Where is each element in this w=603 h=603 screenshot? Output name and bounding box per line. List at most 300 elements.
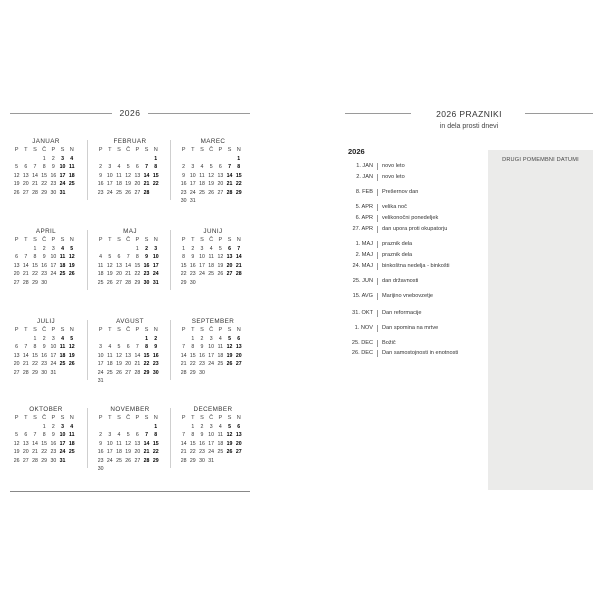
day-cell: 3 xyxy=(99,344,103,350)
day-cell: 15 xyxy=(32,352,38,359)
holiday-divider xyxy=(377,204,378,211)
day-cell: 13 xyxy=(217,172,224,179)
holiday-name: Dan samostojnosti in enotnosti xyxy=(382,350,459,356)
day-cell: 3 xyxy=(108,164,112,170)
weekday-header: S xyxy=(227,327,232,333)
day-cell: 26 xyxy=(125,189,132,196)
month-februar xyxy=(94,138,166,197)
holiday-row xyxy=(343,291,433,301)
day-cell: 17 xyxy=(50,352,57,359)
day-cell: 10 xyxy=(50,344,57,350)
weekday-header: P xyxy=(51,327,56,333)
day-cell: 28 xyxy=(143,189,150,196)
day-cell: 6 xyxy=(135,164,139,170)
day-cell: 27 xyxy=(22,457,29,464)
weekday-header: S xyxy=(33,147,37,153)
empty-cell xyxy=(133,423,142,432)
weekday-header: Č xyxy=(126,327,131,333)
day-cell: 2 xyxy=(200,335,204,342)
day-cell: 27 xyxy=(125,369,132,376)
day-cell: 3 xyxy=(51,335,55,342)
weekday-header: Č xyxy=(42,327,47,333)
day-cell: 31 xyxy=(189,198,196,204)
day-cell: 30 xyxy=(199,457,205,464)
day-cell: 2 xyxy=(191,245,195,252)
day-cell: 23 xyxy=(41,271,48,277)
day-cell: 21 xyxy=(226,181,233,187)
holiday-row xyxy=(343,172,405,182)
day-cell: 19 xyxy=(208,181,215,187)
day-cell: 8 xyxy=(191,432,195,438)
empty-cell xyxy=(207,155,216,164)
day-cell: 18 xyxy=(116,181,122,187)
day-cell: 4 xyxy=(61,335,64,342)
day-cell: 24 xyxy=(189,189,196,196)
day-cell: 16 xyxy=(180,181,187,187)
day-cell: 18 xyxy=(217,440,224,447)
weekday-header: S xyxy=(200,147,204,153)
day-cell: 26 xyxy=(226,449,233,455)
day-cell: 30 xyxy=(97,466,104,472)
holiday-date: 8. FEB xyxy=(355,189,373,195)
day-cell: 10 xyxy=(189,172,196,179)
day-cell: 17 xyxy=(59,172,66,179)
day-cell: 8 xyxy=(135,254,139,260)
day-cell: 24 xyxy=(59,449,66,455)
day-cell: 5 xyxy=(126,432,130,438)
weekday-header: P xyxy=(181,415,186,421)
month-name: AVGUST xyxy=(116,318,144,325)
empty-cell xyxy=(124,155,133,164)
day-cell: 19 xyxy=(106,271,113,277)
month-separator xyxy=(87,140,88,200)
weekday-header: S xyxy=(60,327,65,333)
day-cell: 1 xyxy=(135,245,139,252)
day-cell: 10 xyxy=(97,352,104,359)
day-cell: 4 xyxy=(218,423,222,430)
day-cell: 2 xyxy=(51,423,55,430)
holidays-title: 2026 PRAZNIKI xyxy=(430,109,508,119)
day-cell: 23 xyxy=(199,361,205,367)
weekday-header: S xyxy=(200,237,204,243)
day-cell: 1 xyxy=(145,335,148,342)
day-cell: 22 xyxy=(235,181,242,187)
empty-cell xyxy=(179,423,188,432)
weekday-header: T xyxy=(191,415,195,421)
weekday-header: N xyxy=(236,147,241,153)
month-avgust xyxy=(94,318,166,386)
empty-cell xyxy=(133,335,142,344)
holidays-subtitle: in dela prosti dnevi xyxy=(439,123,499,130)
day-cell: 29 xyxy=(41,189,48,196)
day-cell: 14 xyxy=(235,254,242,260)
day-cell: 15 xyxy=(143,352,150,359)
day-cell: 1 xyxy=(182,245,186,252)
weekday-header: Č xyxy=(42,415,47,421)
day-cell: 21 xyxy=(134,361,141,367)
day-cell: 22 xyxy=(152,449,159,455)
day-cell: 27 xyxy=(235,361,242,367)
day-cell: 8 xyxy=(154,432,158,438)
holiday-name: dan upora proti okupatorju xyxy=(382,226,448,232)
day-cell: 31 xyxy=(208,457,215,464)
day-cell: 5 xyxy=(70,245,74,252)
day-cell: 13 xyxy=(235,432,242,438)
day-cell: 1 xyxy=(33,335,37,342)
day-cell: 12 xyxy=(68,254,75,260)
holiday-date: 1. MAJ xyxy=(355,241,373,247)
day-grid xyxy=(179,326,249,377)
month-april xyxy=(10,228,82,287)
day-cell: 30 xyxy=(41,369,48,376)
day-cell: 3 xyxy=(61,155,64,162)
day-cell: 3 xyxy=(61,423,64,430)
day-cell: 6 xyxy=(24,164,28,170)
weekday-header: S xyxy=(200,415,204,421)
weekday-header: P xyxy=(135,327,140,333)
day-cell: 25 xyxy=(68,449,75,455)
day-grid xyxy=(12,414,82,465)
day-cell: 15 xyxy=(134,262,141,269)
day-cell: 25 xyxy=(68,181,75,187)
day-cell: 25 xyxy=(116,189,122,196)
day-cell: 26 xyxy=(125,457,132,464)
day-cell: 4 xyxy=(117,164,121,170)
day-cell: 2 xyxy=(182,164,186,170)
day-cell: 27 xyxy=(116,279,122,286)
day-cell: 8 xyxy=(154,164,158,170)
day-cell: 7 xyxy=(24,254,28,260)
day-cell: 30 xyxy=(199,369,205,376)
day-cell: 31 xyxy=(59,457,66,464)
day-cell: 8 xyxy=(33,344,37,350)
day-cell: 13 xyxy=(226,254,233,260)
month-name: OKTOBER xyxy=(29,406,63,413)
empty-cell xyxy=(216,155,225,164)
day-cell: 9 xyxy=(51,164,55,170)
month-januar xyxy=(10,138,82,197)
day-cell: 5 xyxy=(218,245,222,252)
day-cell: 21 xyxy=(22,361,29,367)
day-cell: 2 xyxy=(42,335,46,342)
day-cell: 7 xyxy=(182,432,186,438)
holiday-date: 2. MAJ xyxy=(355,252,373,258)
day-cell: 13 xyxy=(235,344,242,350)
day-cell: 30 xyxy=(143,279,150,286)
day-cell: 30 xyxy=(50,457,57,464)
day-cell: 23 xyxy=(143,271,150,277)
weekday-header: S xyxy=(144,415,149,421)
day-cell: 23 xyxy=(97,457,104,464)
day-cell: 17 xyxy=(199,262,205,269)
day-cell: 20 xyxy=(134,181,141,187)
month-name: JULIJ xyxy=(36,318,56,325)
empty-cell xyxy=(114,423,123,432)
day-cell: 3 xyxy=(108,432,112,438)
day-cell: 15 xyxy=(152,440,159,447)
day-cell: 4 xyxy=(99,254,103,260)
day-cell: 8 xyxy=(42,164,46,170)
day-cell: 3 xyxy=(209,335,213,342)
day-cell: 24 xyxy=(106,457,113,464)
weekday-header: S xyxy=(117,237,121,243)
weekday-header: S xyxy=(33,415,37,421)
empty-cell xyxy=(105,155,114,164)
day-cell: 14 xyxy=(125,262,132,269)
holiday-divider xyxy=(377,174,378,181)
month-separator xyxy=(87,230,88,290)
day-grid xyxy=(96,236,166,287)
holiday-divider xyxy=(377,340,378,347)
month-september xyxy=(177,318,249,377)
day-cell: 10 xyxy=(106,440,113,447)
weekday-header: T xyxy=(191,147,195,153)
holiday-name: novo leto xyxy=(382,163,405,169)
day-cell: 15 xyxy=(189,352,196,359)
day-cell: 26 xyxy=(106,279,113,286)
calendar-year-label: 2026 xyxy=(112,108,149,118)
day-cell: 9 xyxy=(51,432,55,438)
day-grid xyxy=(12,146,82,197)
holiday-date: 25. DEC xyxy=(351,340,373,346)
day-cell: 22 xyxy=(143,361,150,367)
day-cell: 28 xyxy=(125,279,132,286)
holiday-date: 2. JAN xyxy=(356,174,373,180)
weekday-header: N xyxy=(69,415,74,421)
empty-cell xyxy=(114,245,123,254)
day-cell: 29 xyxy=(180,279,187,286)
day-cell: 27 xyxy=(13,369,20,376)
empty-cell xyxy=(21,335,30,344)
holiday-row xyxy=(343,338,396,348)
holiday-date: 25. JUN xyxy=(352,278,373,284)
weekday-header: P xyxy=(98,415,103,421)
day-cell: 22 xyxy=(189,449,196,455)
empty-cell xyxy=(21,245,30,254)
holidays-year: 2026 xyxy=(348,147,365,156)
day-cell: 26 xyxy=(68,271,75,277)
month-oktober xyxy=(10,406,82,465)
day-cell: 20 xyxy=(134,449,141,455)
holiday-name: velika noč xyxy=(382,204,407,210)
day-cell: 16 xyxy=(50,172,57,179)
weekday-header: P xyxy=(218,327,223,333)
weekday-header: T xyxy=(191,237,195,243)
empty-cell xyxy=(105,335,114,344)
day-cell: 6 xyxy=(135,432,139,438)
holiday-date: 15. AVG xyxy=(352,293,373,299)
day-cell: 16 xyxy=(97,181,104,187)
month-separator xyxy=(87,408,88,468)
empty-cell xyxy=(114,335,123,344)
day-cell: 29 xyxy=(143,369,150,376)
holiday-name: dan državnosti xyxy=(382,278,419,284)
day-cell: 13 xyxy=(22,172,29,179)
weekday-header: P xyxy=(14,327,19,333)
day-cell: 18 xyxy=(199,181,205,187)
month-separator xyxy=(170,140,171,200)
day-cell: 25 xyxy=(106,369,113,376)
weekday-header: Č xyxy=(42,147,47,153)
day-cell: 18 xyxy=(217,352,224,359)
weekday-header: S xyxy=(144,237,149,243)
holiday-date: 24. MAJ xyxy=(352,263,373,269)
weekday-header: S xyxy=(227,147,232,153)
day-cell: 19 xyxy=(125,449,132,455)
day-cell: 30 xyxy=(180,198,187,204)
day-cell: 11 xyxy=(68,432,75,438)
day-cell: 28 xyxy=(180,369,187,376)
day-cell: 22 xyxy=(32,271,38,277)
day-cell: 15 xyxy=(152,172,159,179)
weekday-header: N xyxy=(69,327,74,333)
weekday-header: Č xyxy=(209,147,214,153)
day-cell: 11 xyxy=(59,344,66,350)
day-cell: 30 xyxy=(41,279,48,286)
day-cell: 15 xyxy=(41,172,48,179)
weekday-header: P xyxy=(218,147,223,153)
day-cell: 22 xyxy=(134,271,141,277)
holiday-name: Dan spomina na mrtve xyxy=(382,325,439,331)
day-cell: 17 xyxy=(59,440,66,447)
holiday-name: Marijino vnebovzetje xyxy=(382,293,433,299)
day-cell: 27 xyxy=(134,189,141,196)
day-cell: 12 xyxy=(226,344,233,350)
day-cell: 20 xyxy=(22,449,29,455)
empty-cell xyxy=(124,245,133,254)
day-cell: 20 xyxy=(125,361,132,367)
day-cell: 9 xyxy=(42,254,46,260)
day-cell: 11 xyxy=(116,440,122,447)
day-cell: 20 xyxy=(226,262,233,269)
day-cell: 21 xyxy=(32,449,38,455)
day-cell: 15 xyxy=(235,172,242,179)
holiday-name: praznik dela xyxy=(382,252,413,258)
day-cell: 31 xyxy=(97,378,104,384)
holiday-row xyxy=(343,308,421,318)
day-cell: 22 xyxy=(32,361,38,367)
day-cell: 1 xyxy=(154,155,158,162)
day-cell: 29 xyxy=(152,457,159,464)
day-cell: 5 xyxy=(108,254,112,260)
day-cell: 14 xyxy=(32,172,38,179)
empty-cell xyxy=(124,423,133,432)
weekday-header: P xyxy=(98,237,103,243)
day-cell: 14 xyxy=(32,440,38,447)
weekday-header: N xyxy=(236,237,241,243)
day-cell: 15 xyxy=(32,262,38,269)
day-cell: 19 xyxy=(226,352,233,359)
day-cell: 13 xyxy=(13,352,20,359)
weekday-header: S xyxy=(117,147,121,153)
empty-cell xyxy=(12,155,21,164)
day-cell: 22 xyxy=(41,181,48,187)
left-bottom-rule xyxy=(10,491,250,492)
day-cell: 27 xyxy=(235,449,242,455)
weekday-header: S xyxy=(117,327,121,333)
day-grid xyxy=(12,326,82,377)
holiday-row xyxy=(343,202,407,212)
empty-cell xyxy=(96,335,105,344)
empty-cell xyxy=(105,423,114,432)
weekday-header: S xyxy=(227,415,232,421)
holiday-date: 31. OKT xyxy=(352,310,373,316)
day-cell: 15 xyxy=(180,262,187,269)
weekday-header: P xyxy=(218,415,223,421)
day-cell: 19 xyxy=(116,361,122,367)
holiday-divider xyxy=(377,215,378,222)
other-dates-box xyxy=(488,150,593,490)
day-cell: 9 xyxy=(191,254,195,260)
day-cell: 4 xyxy=(218,335,222,342)
day-cell: 17 xyxy=(189,181,196,187)
holiday-divider xyxy=(377,189,378,196)
day-cell: 27 xyxy=(13,279,20,286)
weekday-header: P xyxy=(181,237,186,243)
day-cell: 8 xyxy=(191,344,195,350)
day-cell: 10 xyxy=(106,172,113,179)
day-cell: 5 xyxy=(117,344,121,350)
month-separator xyxy=(170,230,171,290)
day-cell: 29 xyxy=(32,279,38,286)
day-cell: 20 xyxy=(116,271,122,277)
weekday-header: T xyxy=(24,237,28,243)
holiday-row xyxy=(343,261,449,271)
day-cell: 11 xyxy=(199,172,205,179)
day-cell: 7 xyxy=(126,254,130,260)
weekday-header: N xyxy=(236,327,241,333)
day-cell: 8 xyxy=(42,432,46,438)
day-cell: 11 xyxy=(217,432,224,438)
day-cell: 19 xyxy=(226,440,233,447)
day-cell: 21 xyxy=(143,449,150,455)
holidays-title-block xyxy=(345,104,593,130)
empty-cell xyxy=(142,423,151,432)
day-cell: 10 xyxy=(208,432,215,438)
empty-cell xyxy=(188,155,197,164)
month-name: APRIL xyxy=(35,228,57,235)
day-grid xyxy=(179,414,249,465)
day-cell: 13 xyxy=(134,440,141,447)
day-cell: 1 xyxy=(42,423,46,430)
day-cell: 26 xyxy=(13,189,20,196)
day-cell: 1 xyxy=(33,245,37,252)
day-cell: 25 xyxy=(217,449,224,455)
day-cell: 28 xyxy=(22,279,29,286)
holiday-name: Dan reformacije xyxy=(382,310,422,316)
weekday-header: P xyxy=(98,147,103,153)
weekday-header: Č xyxy=(209,415,214,421)
day-cell: 18 xyxy=(59,352,66,359)
day-cell: 31 xyxy=(59,189,66,196)
day-cell: 17 xyxy=(208,352,215,359)
day-cell: 16 xyxy=(41,262,48,269)
day-cell: 21 xyxy=(32,181,38,187)
day-cell: 6 xyxy=(117,254,121,260)
empty-cell xyxy=(179,155,188,164)
month-name: MAJ xyxy=(123,228,137,235)
holiday-date: 1. JAN xyxy=(356,163,373,169)
day-cell: 7 xyxy=(135,344,139,350)
day-cell: 17 xyxy=(106,181,113,187)
year-calendar xyxy=(10,138,250,483)
day-cell: 23 xyxy=(180,189,187,196)
empty-cell xyxy=(12,335,21,344)
month-junij xyxy=(177,228,249,287)
month-december xyxy=(177,406,249,465)
weekday-header: Č xyxy=(42,237,47,243)
holiday-divider xyxy=(377,350,378,357)
